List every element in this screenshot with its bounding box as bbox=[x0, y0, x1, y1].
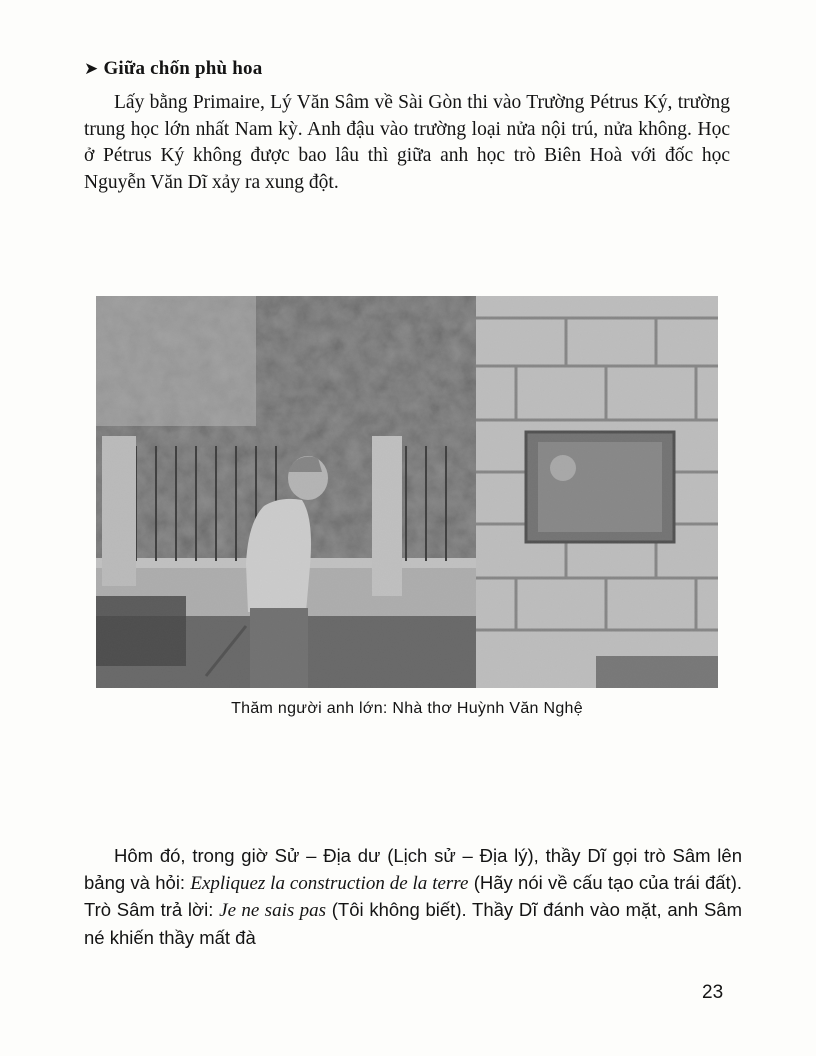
section-title: Giữa chốn phù hoa bbox=[103, 58, 263, 79]
french-quote-2: Je ne sais pas bbox=[219, 900, 326, 921]
paragraph-1 bbox=[84, 90, 730, 196]
french-quote-1: Expliquez la construction de la terre bbox=[190, 872, 469, 894]
photo-illustration bbox=[96, 296, 718, 688]
paragraph-2-text-2: (Hãy nói về cấu tạo của trái đất). Trò Sâm trả lời: bbox=[84, 871, 742, 920]
photo-caption: Thăm người anh lớn: Nhà thơ Huỳnh Văn Nghệ bbox=[231, 700, 583, 717]
paragraph-2-text-1: Hôm đó, trong giờ Sử – Địa dư (Lịch sử – Địa lý), thầy Dĩ gọi trò Sâm lên bảng và hỏi: bbox=[84, 845, 742, 893]
arrow-bullet-icon: ➤ bbox=[84, 59, 99, 79]
photo bbox=[96, 296, 718, 688]
page-number: 23 bbox=[702, 982, 724, 1003]
paragraph-2 bbox=[84, 843, 742, 951]
paragraph-1-text: Lấy bằng Primaire, Lý Văn Sâm về Sài Gòn thi vào Trường Pétrus Ký, trường trung học lớn nhất Nam kỳ. Anh đậu vào trường loại nửa nội trú, nửa không. Học ở Pétrus Ký không được bao lâu thì giữa anh học trò Biên Hoà với đốc học Nguyễn Văn Dĩ xảy ra xung đột. bbox=[84, 92, 730, 193]
paragraph-2-text-3: (Tôi không biết). Thầy Dĩ đánh vào mặt, anh Sâm né khiến thầy mất đà bbox=[84, 899, 742, 948]
section-heading bbox=[84, 58, 262, 80]
